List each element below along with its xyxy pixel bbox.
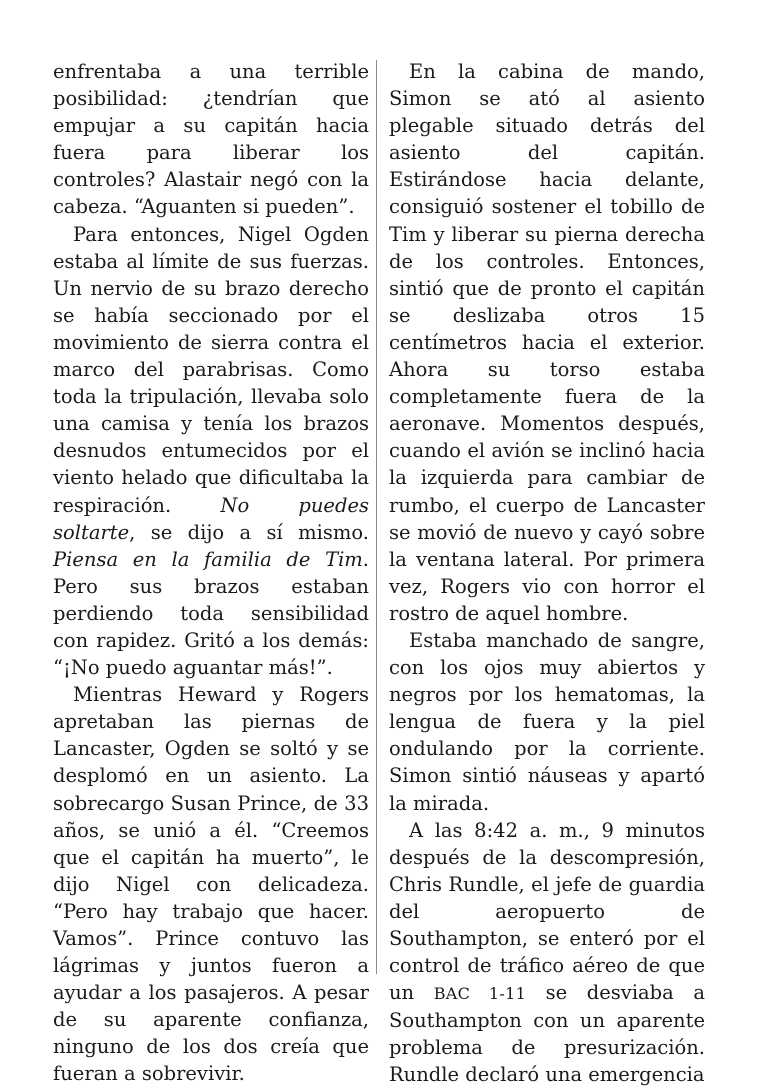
italic-thought: No puedes soltarte <box>53 493 369 544</box>
aircraft-model: BAC 1-11 <box>433 984 527 1004</box>
paragraph-rundle <box>389 817 705 1089</box>
column-divider <box>376 60 377 974</box>
text-run: , se dijo a sí mismo. <box>129 520 369 544</box>
text-run: . Pero sus brazos estaban perdiendo toda sensibilidad con rapidez. Gritó a los demás: “¡No puedo aguantar más!”. <box>53 547 369 680</box>
paragraph-prince: Mientras Heward y Rogers apretaban las piernas de Lancaster, Ogden se soltó y se desplomó en un asiento. La sobrecargo Susan Prince, de 33 años, se unió a él. “Creemos que el capitán ha muerto”, le dijo Nigel con delicadeza. “Pero hay trabajo que hacer. Vamos”. Prince contuvo las lágrimas y juntos fueron a ayudar a los pasajeros. A pesar de su aparente confianza, ninguno de los dos creía que fueran a sobrevivir. <box>53 683 369 1086</box>
paragraph-cockpit: En la cabina de mando, Simon se ató al asiento plegable situado detrás del asiento del capitán. Estirándose hacia delante, consiguió sostener el tobillo de Tim y liberar su pierna derecha de los controles. Entonces, sintió que de pronto el capitán se deslizaba otros 15 centímetros hacia el exterior. Ahora su torso estaba completamente fuera de la aeronave. Momentos después, cuando el avión se inclinó hacia la izquierda para cambiar de rumbo, el cuerpo de Lancaster se movió de nuevo y cayó sobre la ventana lateral. Por primera vez, Rogers vio con horror el rostro de aquel hombre. <box>389 60 705 625</box>
italic-thought: Piensa en la familia de Tim <box>53 547 363 571</box>
text-run: Para entonces, Nigel Ogden estaba al límite de sus fuerzas. Un nervio de su brazo derecho se había seccionado por el movimiento de sierra contra el marco del parabrisas. Como toda la tripulación, llevaba solo una camisa y tenía los brazos desnudos entumecidos por el viento helado que dificultaba la respiración. <box>53 222 369 517</box>
text-run: A las 8:42 a. m., 9 minutos después de la descompresión, Chris Rundle, el jefe de guardia del aeropuerto de Southampton, se enteró por el control de tráfico aéreo de que un <box>389 818 705 1005</box>
paragraph-face: Estaba manchado de sangre, con los ojos muy abiertos y negros por los hematomas, la lengua de fuera y la piel ondulando por la corriente. Simon sintió náuseas y apartó la mirada. <box>389 628 705 815</box>
right-column <box>389 58 705 1089</box>
text-run: se desviaba a Southampton con un aparente problema de presurización. Rundle declaró una emergencia <box>389 981 705 1087</box>
left-column <box>53 58 369 1088</box>
paragraph-ogden <box>53 221 369 682</box>
paragraph-continuation: enfrentaba a una terrible posibilidad: ¿tendrían que empujar a su capitán hacia fuera para liberar los controles? Alastair negó con la cabeza. “Aguanten si pueden”. <box>53 60 369 219</box>
